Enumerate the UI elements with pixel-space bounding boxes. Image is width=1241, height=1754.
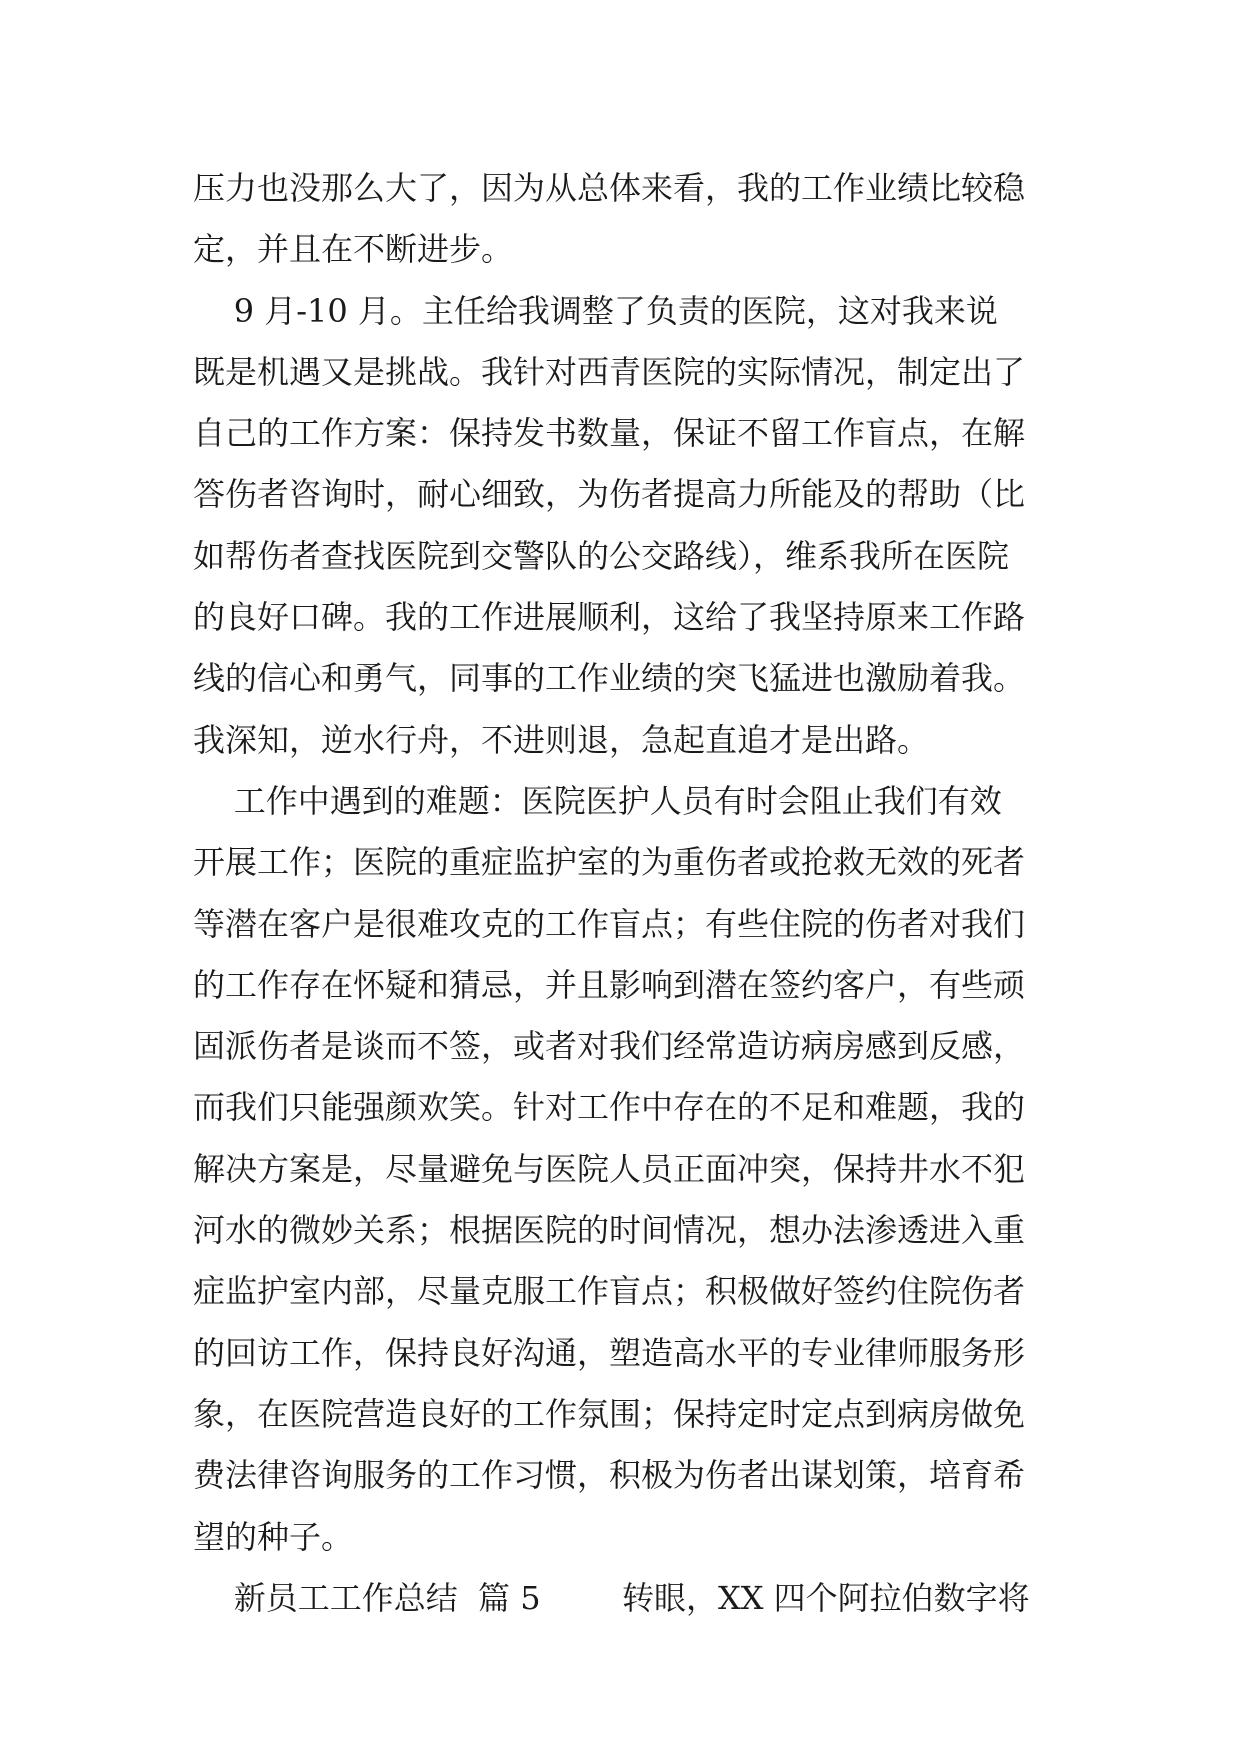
- text-line: 定，并且在不断进步。: [193, 230, 514, 269]
- text-line: 我深知，逆水行舟，不进则退，急起直追才是出路。: [193, 720, 930, 759]
- body-text: [193, 158, 1073, 1629]
- text-line: 的良好口碑。我的工作进展顺利，这给了我坚持原来工作路: [193, 598, 1026, 637]
- text-line: 的回访工作，保持良好沟通，塑造高水平的专业律师服务形: [193, 1333, 1026, 1372]
- text-line: 压力也没那么大了，因为从总体来看，我的工作业绩比较稳: [193, 169, 1026, 207]
- text-line: 象，在医院营造良好的工作氛围；保持定时定点到病房做免: [193, 1394, 1026, 1433]
- text-line: 解决方案是，尽量避免与医院人员正面冲突，保持井水不犯: [193, 1149, 1026, 1188]
- text-line: 而我们只能强颜欢笑。针对工作中存在的不足和难题，我的: [193, 1088, 1026, 1127]
- text-line: 工作中遇到的难题：医院医护人员有时会阻止我们有效: [193, 781, 1002, 820]
- text-line: 河水的微妙关系；根据医院的时间情况，想办法渗透进入重: [193, 1211, 1026, 1250]
- text-line: 开展工作；医院的重症监护室的为重伤者或抢救无效的死者: [193, 843, 1026, 882]
- text-line: 的工作存在怀疑和猜忌，并且影响到潜在签约客户，有些顽: [193, 965, 1026, 1004]
- text-line: 答伤者咨询时，耐心细致，为伤者提高力所能及的帮助（比: [193, 475, 1026, 514]
- text-line: 自己的工作方案：保持发书数量，保证不留工作盲点，在解: [193, 414, 1026, 453]
- text-line: 如帮伤者查找医院到交警队的公交路线），维系我所在医院: [193, 536, 1010, 575]
- text-line: 固派伤者是谈而不签，或者对我们经常造访病房感到反感，: [193, 1027, 1026, 1066]
- text-line: 新员工工作总结 篇 5 转眼，XX 四个阿拉伯数字将: [193, 1578, 1030, 1617]
- text-line: 线的信心和勇气，同事的工作业绩的突飞猛进也激励着我。: [193, 659, 1026, 698]
- text-line: 症监护室内部，尽量克服工作盲点；积极做好签约住院伤者: [193, 1272, 1026, 1311]
- text-line: 9 月-10 月。主任给我调整了负责的医院，这对我来说: [193, 291, 998, 330]
- text-line: 望的种子。: [193, 1517, 354, 1556]
- text-line: 费法律咨询服务的工作习惯，积极为伤者出谋划策，培育希: [193, 1456, 1026, 1495]
- text-line: 既是机遇又是挑战。我针对西青医院的实际情况，制定出了: [193, 352, 1026, 391]
- text-line: 等潜在客户是很难攻克的工作盲点；有些住院的伤者对我们: [193, 904, 1026, 943]
